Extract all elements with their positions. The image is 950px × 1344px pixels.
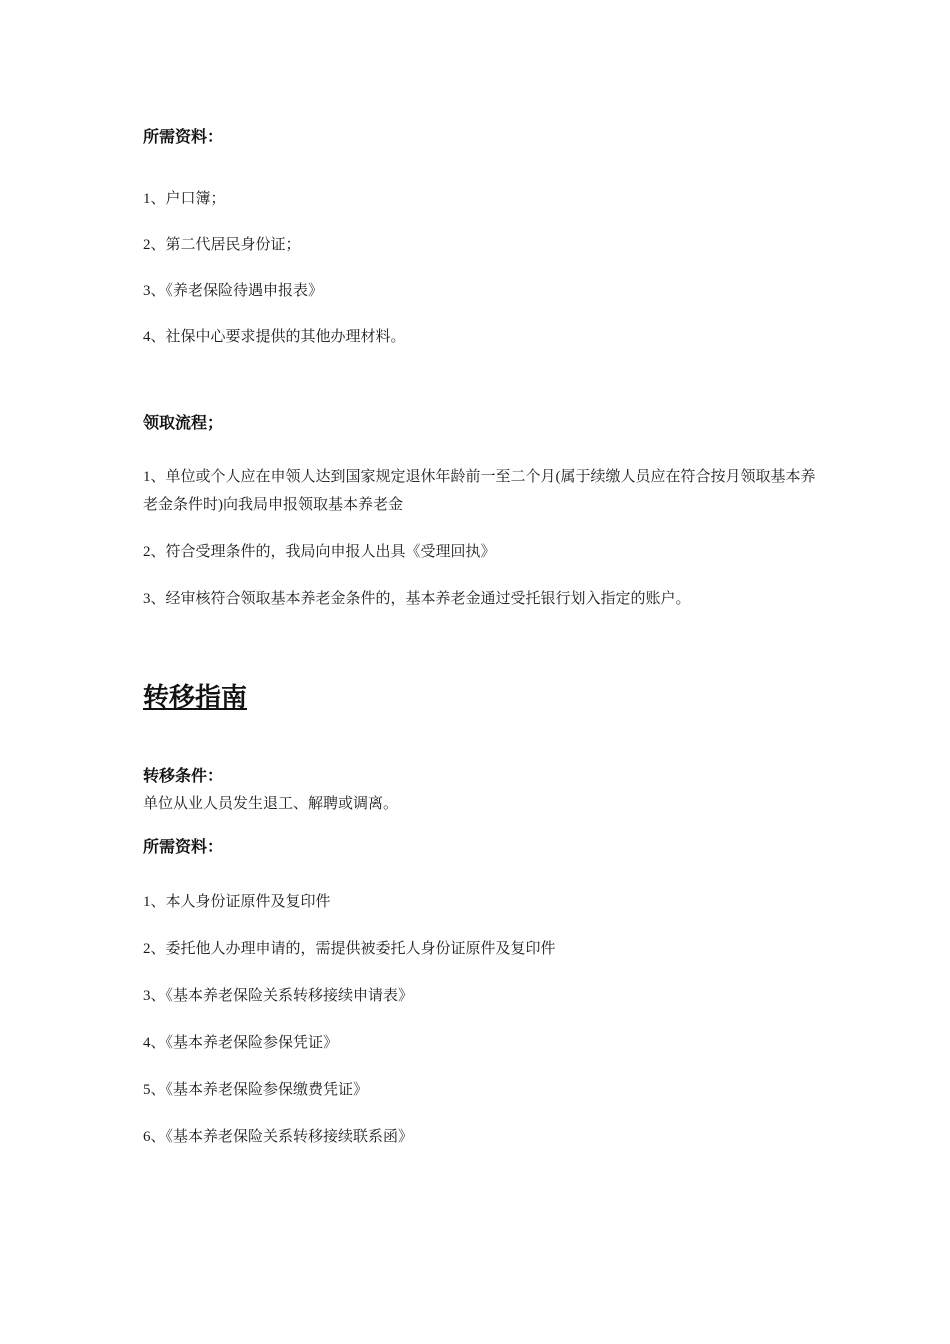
- list-item: 3、《养老保险待遇申报表》: [143, 283, 324, 299]
- list-item: 6、《基本养老保险关系转移接续联系函》: [143, 1129, 414, 1145]
- section-required-materials-benefit: [143, 127, 825, 351]
- section-heading: 领取流程；: [143, 415, 224, 432]
- list-item: 2、第二代居民身份证；: [143, 237, 301, 253]
- list-item: 3、《基本养老保险关系转移接续申请表》: [143, 988, 414, 1004]
- section-heading: 所需资料：: [143, 839, 224, 856]
- section-claim-process: [143, 413, 825, 613]
- document-content: [143, 127, 825, 1151]
- list-item: 2、委托他人办理申请的，需提供被委托人身份证原件及复印件: [143, 941, 556, 957]
- list-item: 4、社保中心要求提供的其他办理材料。: [143, 329, 406, 345]
- transfer-guide-title: 转移指南: [143, 683, 248, 712]
- list-item: 1、户口簿；: [143, 191, 226, 207]
- condition-text: 单位从业人员发生退工、解聘或调离。: [143, 796, 399, 812]
- section-heading: 所需资料：: [143, 129, 224, 146]
- list-item: 1、本人身份证原件及复印件: [143, 894, 331, 910]
- section-transfer-conditions: [143, 763, 825, 818]
- list-item: 4、《基本养老保险参保凭证》: [143, 1035, 339, 1051]
- section-heading: 转移条件：: [143, 768, 224, 785]
- section-required-materials-transfer: [143, 837, 825, 1151]
- list-item: 1、单位或个人应在申领人达到国家规定退休年龄前一至二个月(属于续缴人员应在符合按月领取基本养老金条件时)向我局申报领取基本养老金: [143, 469, 816, 513]
- list-item: 2、符合受理条件的，我局向申报人出具《受理回执》: [143, 544, 496, 560]
- list-item: 3、经审核符合领取基本养老金条件的，基本养老金通过受托银行划入指定的账户。: [143, 591, 691, 607]
- list-item: 5、《基本养老保险参保缴费凭证》: [143, 1082, 369, 1098]
